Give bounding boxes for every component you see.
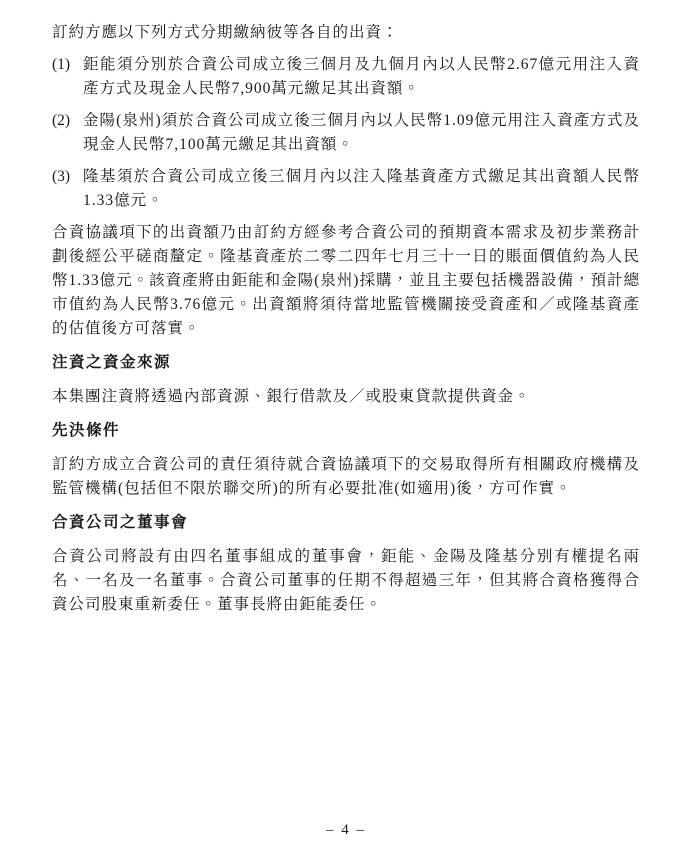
list-item <box>52 109 640 157</box>
section-heading-funding-source: 注資之資金來源 <box>52 354 172 371</box>
section-board-of-directors <box>52 513 640 617</box>
valuation-paragraph: 合資協議項下的出資額乃由訂約方經參考合資公司的預期資本需求及初步業務計劃後經公平磋商釐定。隆基資產於二零二四年七月三十一日的賬面價值約為人民幣1.33億元。該資產將由鉅能和金陽(泉州)採購，並且主要包括機器設備，預計總市值約為人民幣3.76億元。出資額將須待當地監管機關接受資產和／或隆基資產的估值後方可落實。 <box>52 224 640 337</box>
list-item <box>52 53 640 101</box>
section-conditions-precedent <box>52 421 640 501</box>
list-item-text: 鉅能須分別於合資公司成立後三個月及九個月內以人民幣2.67億元用注入資產方式及現金人民幣7,900萬元繳足其出資額。 <box>83 56 640 97</box>
contribution-list <box>52 53 640 213</box>
page-number: – 4 – <box>326 822 366 838</box>
list-item-number: (2) <box>52 112 71 129</box>
intro-paragraph: 訂約方應以下列方式分期繳納彼等各自的出資： <box>52 24 399 41</box>
list-item-number: (3) <box>52 168 71 185</box>
page-footer <box>52 822 640 839</box>
section-heading-conditions-precedent: 先決條件 <box>52 422 121 439</box>
list-item-text: 金陽(泉州)須於合資公司成立後三個月內以人民幣1.09億元用注入資產方式及現金人民幣7,100萬元繳足其出資額。 <box>83 112 640 153</box>
list-item-number: (1) <box>52 56 71 73</box>
section-body-funding-source: 本集團注資將透過內部資源、銀行借款及／或股東貸款提供資金。 <box>52 388 531 405</box>
list-item-text: 隆基須於合資公司成立後三個月內以注入隆基資產方式繳足其出資額人民幣1.33億元。 <box>83 168 640 209</box>
section-body-conditions-precedent: 訂約方成立合資公司的責任須待就合資協議項下的交易取得所有相關政府機構及監管機構(包括但不限於聯交所)的所有必要批准(如適用)後，方可作實。 <box>52 456 640 497</box>
section-heading-board-of-directors: 合資公司之董事會 <box>52 514 189 531</box>
section-body-board-of-directors: 合資公司將設有由四名董事組成的董事會，鉅能、金陽及隆基分別有權提名兩名、一名及一名董事。合資公司董事的任期不得超過三年，但其將合資格獲得合資公司股東重新委任。董事長將由鉅能委任。 <box>52 548 640 613</box>
list-item <box>52 165 640 213</box>
section-funding-source <box>52 353 640 409</box>
